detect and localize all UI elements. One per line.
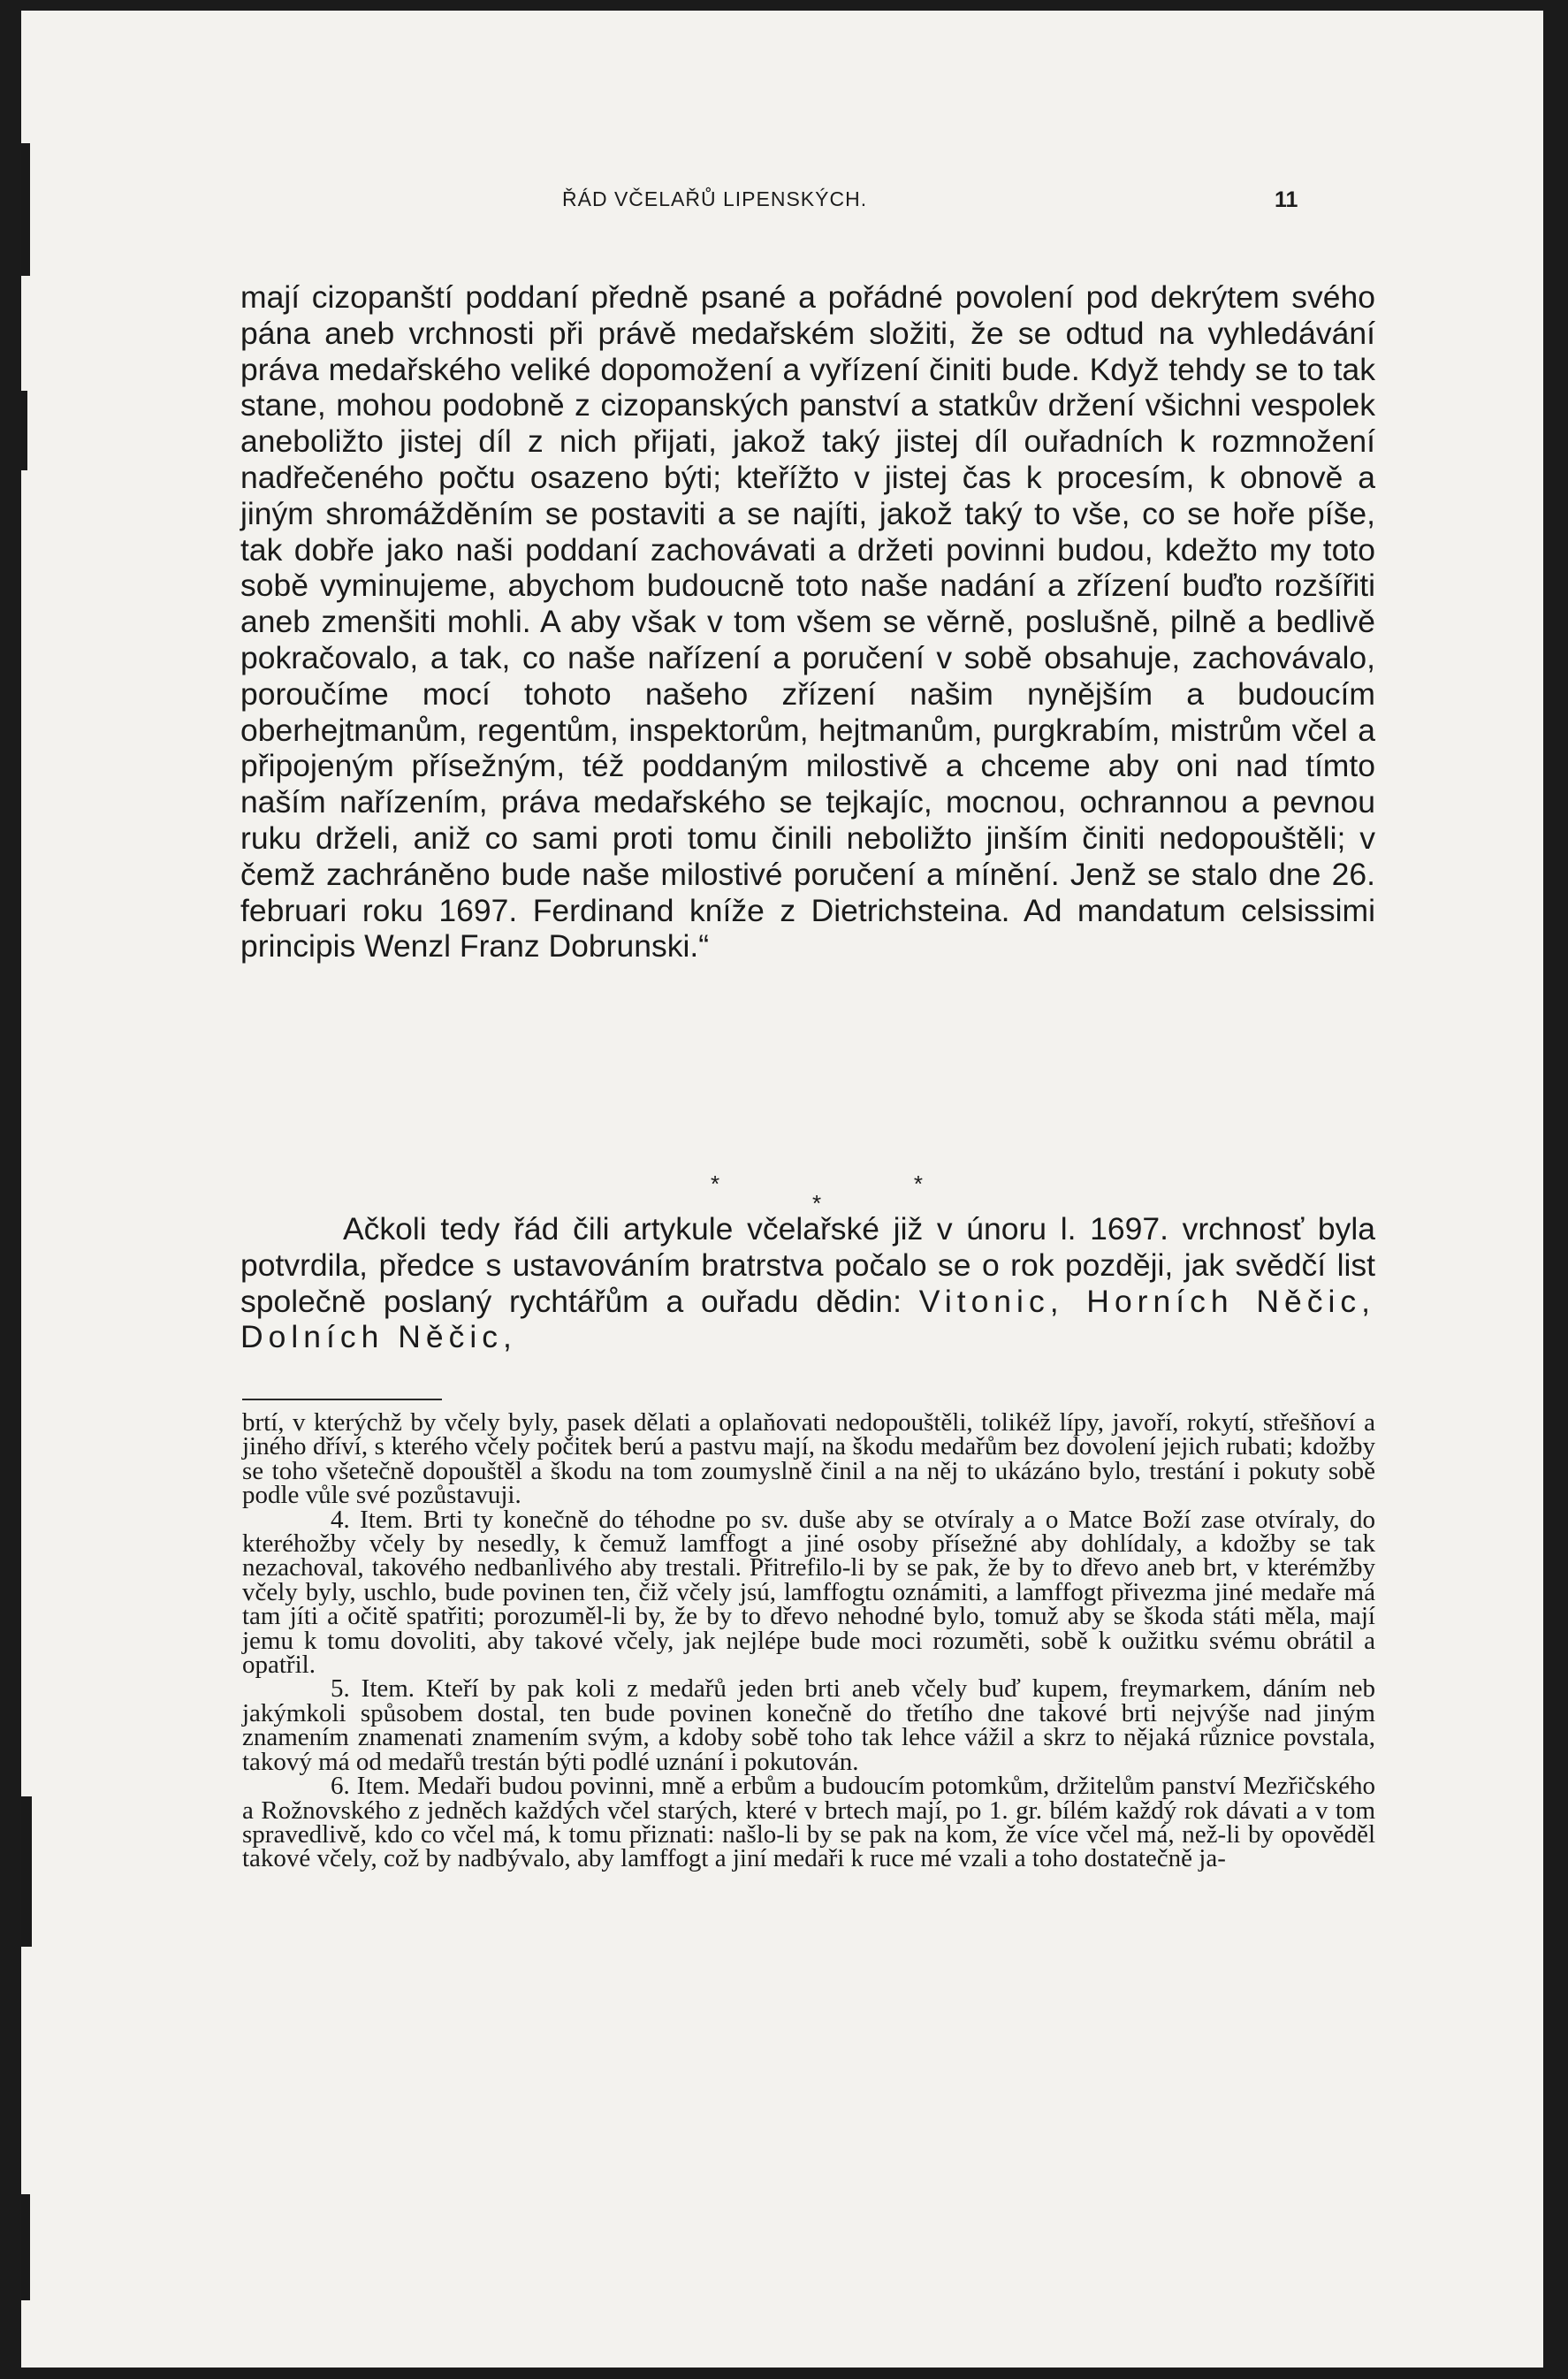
paragraph — [240, 1211, 1375, 1355]
footnote-paragraph: brtí, v kterýchž by včely byly, pasek dělati a oplaňovati nedopouštěli, tolikéž lípy, javoří, rokytí, střešňoví a jiného dříví, s kterého včely počitek berú a pastvu mají, na škodu medařům bez dovolení jejich rubati; kdožby se toho všetečně dopouštěl a škodu na tom zoumyslně činil a na něj to ukázáno bylo, trestání i pokuty sobě podle vůle své pozůstavuji. — [242, 1408, 1375, 1510]
footnote-paragraph: 6. Item. Medaři budou povinni, mně a erbům a budoucím potomkům, držitelům panství Mezřičského a Rožnovského z jedněch každých včel starých, které v brtech mají, po 1. gr. bílém každý rok dávati a v tom spravedlivě, kdo co včel má, k tomu přiznati: našlo-li by se pak na kom, že více včel má, než-li by opověděl takové včely, což by nadbývalo, aby lamffogt a jiní medaři k ruce mé vzali a toho dostatečně ja- — [242, 1772, 1375, 1873]
asterism — [587, 1170, 1047, 1216]
binding-edge-mark — [21, 391, 27, 470]
binding-edge-mark — [21, 143, 30, 276]
binding-edge-mark — [21, 2194, 30, 2300]
footnotes-block — [242, 1408, 1375, 1873]
paragraph: mají cizopanští poddaní předně psané a pořádné povolení pod dekrýtem svého pána aneb vrchnosti při právě medařském složiti, že se odtud na vyhledávání práva medařského veliké dopomožení a vyřízení činiti bude. Když tehdy se to tak stane, mohou podobně z cizopanských panství a statkův držení všichni vespolek aneboližto jistej díl z nich přijati, jakož taký jistej díl ouřadních k rozmnožení nadřečeného počtu osazeno býti; kteřížto v jistej čas k procesím, k obnově a jiným shromážděním se postaviti a se najíti, jakož taký to vše, co se hoře píše, tak dobře jako naši poddaní zachovávati a držeti povinni budou, kdežto my toto sobě vyminujeme, abychom budoucně toto naše nadání a zřízení buďto rozšířiti aneb zmenšiti mohli. A aby však v tom všem se věrně, poslušně, pilně a bedlivě pokračovalo, a tak, co naše nařízení a poručení v sobě obsahuje, zachovávalo, poroučíme mocí tohoto našeho zřízení našim nynějším a budoucím oberhejtmanům, regentům, inspektorům, hejtmanům, purgkrabím, mistrům včel a připojeným přísežným, též poddaným milostivě a chceme aby oni nad tímto naším nařízením, práva medařského se tejkajíc, mocnou, ochrannou a pevnou ruku drželi, aniž co sami proti tomu činili neboližto jinším činiti nedopouštěli; v čemž zachráněno bude naše milostivé poručení a mínění. Jenž se stalo dne 26. februari roku 1697. Ferdinand kníže z Dietrichsteina. Ad mandatum celsissimi principis Wenzl Franz Dobrunski.“ — [240, 279, 1375, 965]
asterism-star: * — [811, 1190, 822, 1216]
main-text-block — [240, 279, 1375, 965]
village-names: Vitonic, Horních Něčic, Dolních Něčic, — [240, 1283, 1375, 1355]
binding-edge-mark — [21, 1796, 32, 1947]
footnote-paragraph: 5. Item. Kteří by pak koli z medařů jeden brti aneb včely buď kupem, freymarkem, dáním neb jakýmkoli spůsobem dostal, ten bude povinen konečně do třetího dne takové brti nejvýše nad jiným znamením znamenati znamením svým, a kdoby sobě toho tak lehce vážil a skrz to nějaká různice povstala, takový má od medařů trestán býti podlé uznání i pokutován. — [242, 1674, 1375, 1776]
paragraph-text: Ačkoli tedy řád čili artykule včelařské již v únoru l. 1697. vrchnosť byla potvrdila, předce s ustavováním bratrstva počalo se o rok později, jak svědčí list společně poslaný rychtářům a ouřadu dědin: — [240, 1211, 1375, 1319]
asterism-star: * — [711, 1170, 720, 1197]
footnote-divider — [242, 1399, 442, 1400]
page-number: 11 — [1275, 187, 1298, 212]
document-page — [21, 11, 1543, 2368]
main-text-block — [240, 1211, 1375, 1355]
running-title: ŘÁD VČELAŘŮ LIPENSKÝCH. — [562, 187, 868, 210]
footnote-paragraph: 4. Item. Brti ty konečně do téhodne po sv. duše aby se otvíraly a o Matce Boží zase otvíraly, do kteréhožby včely by nesedly, k čemuž lamffogt a jiné osoby přísežné aby dohlídaly, a kdožby se tak nezachoval, takového nedbanlivého aby trestali. Přitrefilo-li by se pak, že by to dřevo aneb brt, v kterémžby včely byly, uschlo, bude povinen ten, čiž včely jsú, lamffogtu oznámiti, a lamffogt přivezma jiné medaře má tam jíti a očitě spatřiti; porozuměl-li by, že by to dřevo nehodné bylo, tomuž aby se škoda státi měla, mají jemu k tomu dovoliti, aby takové včely, jak nejlépe bude moci rozuměti, sobě k oužitku svému obrátil a opatřil. — [242, 1505, 1375, 1680]
asterism-star: * — [913, 1170, 923, 1197]
